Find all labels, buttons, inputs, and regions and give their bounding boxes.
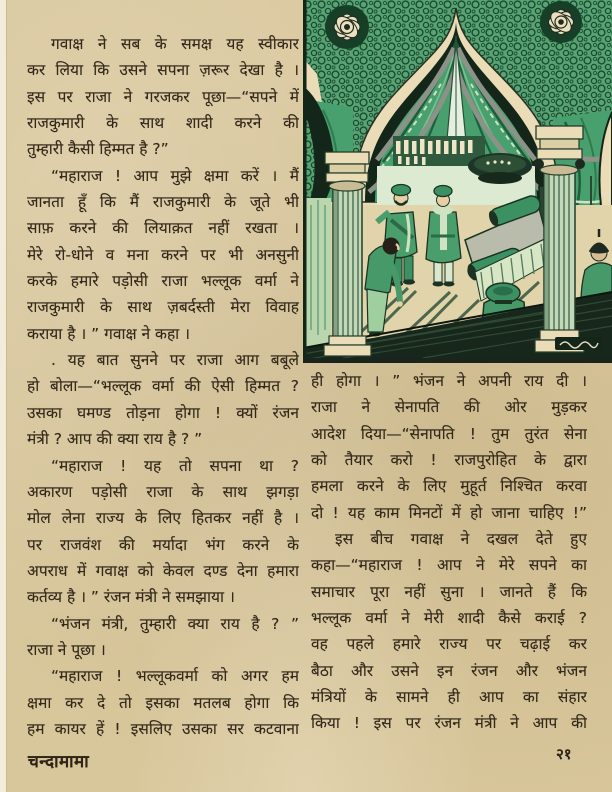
illustration-left-border [303, 0, 307, 363]
text-line: कराया है । ” गवाक्ष ने कहा । [27, 324, 190, 343]
page-left-edge [0, 0, 7, 792]
story-illustration [303, 0, 612, 363]
text-line: हम कायर हें ! इसलिए उसका सर कटवाना [27, 719, 299, 738]
story-text-column-right [311, 368, 587, 740]
magazine-name: चन्दामामा [28, 752, 90, 772]
text-line: इस पर राजा ने गरजकर पूछा—“सपने में [27, 87, 299, 106]
text-line: क्षमा कर दे तो इसका मतलब होगा कि [27, 693, 299, 712]
story-text-column-left [27, 31, 299, 747]
text-line: उसका घमण्ड तोड़ना होगा ! क्यों रंजन [27, 403, 299, 422]
text-line: वह पहले हमारे राज्य पर चढ़ाई कर [311, 635, 587, 654]
page-number: २१ [556, 745, 572, 763]
text-line: कर लिया कि उसने सपना ज़रूर देखा है । [27, 61, 299, 80]
text-line: राजा ने पूछा । [27, 640, 106, 659]
text-line: मंत्री ? आप की क्या राय है ? ” [27, 430, 203, 449]
text-line: दो ! यह काम मिनटों में हो जाना चाहिए !” [311, 503, 587, 522]
text-line: राजा ने सेनापति की ओर मुड़कर [311, 398, 587, 417]
text-line: को तैयार करो ! राजपुरोहित के द्वारा [311, 451, 587, 470]
flower-rosette-left [325, 5, 369, 49]
text-line: कर्तव्य है । ” रंजन मंत्री ने समझाया । [27, 588, 235, 607]
text-line: गवाक्ष ने सब के समक्ष यह स्वीकार [51, 35, 299, 53]
text-line: साफ़ करने की लियाक़त नहीं रखता । [27, 219, 299, 238]
text-line: “महाराज ! यह तो सपना था ? [51, 456, 299, 475]
text-line: राजकुमारी के साथ ज़बर्दस्ती मेरा विवाह [27, 298, 299, 317]
text-line: मेरे रो-धोने व मना करने पर भी अनसुनी [27, 245, 299, 264]
text-line: “महाराज ! आप मुझे क्षमा करें । मैं [51, 166, 299, 185]
text-line: मंत्रियों के सामने ही आप का संहार [311, 688, 587, 707]
text-line: तुम्हारी कैसी हिम्मत है ?” [27, 140, 169, 159]
text-line: हमला करने के लिए मुहूर्त निश्चित करवा [311, 477, 587, 496]
text-line: बैठा और उसने इन रंजन और भंजन [311, 661, 587, 680]
text-line: ही होगा । ” भंजन ने अपनी राय दी । [311, 372, 587, 390]
text-line: पर राजवंश की मर्यादा भंग करने के [27, 535, 299, 554]
artist-signature [555, 337, 601, 350]
text-line: किया ! इस पर रंजन मंत्री ने आप की [311, 714, 587, 733]
text-line: अपराध में गवाक्ष को केवल दण्ड देना हमारा [27, 561, 299, 580]
text-line: राजकुमारी के साथ शादी करने की [27, 114, 299, 133]
flower-rosette-right [540, 1, 582, 43]
text-line: मोल लेना राज्य के लिए हितकर नहीं है । [27, 509, 299, 528]
text-line: कहा—“महाराज ! आप ने मेरे सपने का [311, 556, 587, 575]
text-line: “भंजन मंत्री, तुम्हारी क्या राय है ? ” [51, 614, 299, 633]
text-line: अकारण पड़ोसी राजा के साथ झगड़ा [27, 482, 299, 501]
text-line: आदेश दिया—“सेनापति ! तुम तुरंत सेना [311, 424, 587, 443]
illustration-bottom-border [303, 358, 612, 363]
text-line: करके हमारे पड़ोसी राजा भल्लूक वर्मा ने [27, 272, 299, 291]
text-line: समाचार पूरा नहीं सुना । जानते हैं कि [311, 582, 587, 601]
text-line: . यह बात सुनने पर राजा आग बबूले [51, 351, 299, 370]
text-line: भल्लूक वर्मा ने मेरी शादी कैसे कराई ? [311, 609, 587, 628]
text-line: हो बोला—“भल्लूक वर्मा की ऐसी हिम्मत ? [27, 377, 299, 396]
text-line: “महाराज ! भल्लूकवर्मा को अगर हम [51, 667, 299, 686]
text-line: जानता हूँ कि मैं राजकुमारी के जूते भी [27, 193, 299, 212]
text-line: इस बीच गवाक्ष ने दखल देते हुए [335, 530, 587, 549]
